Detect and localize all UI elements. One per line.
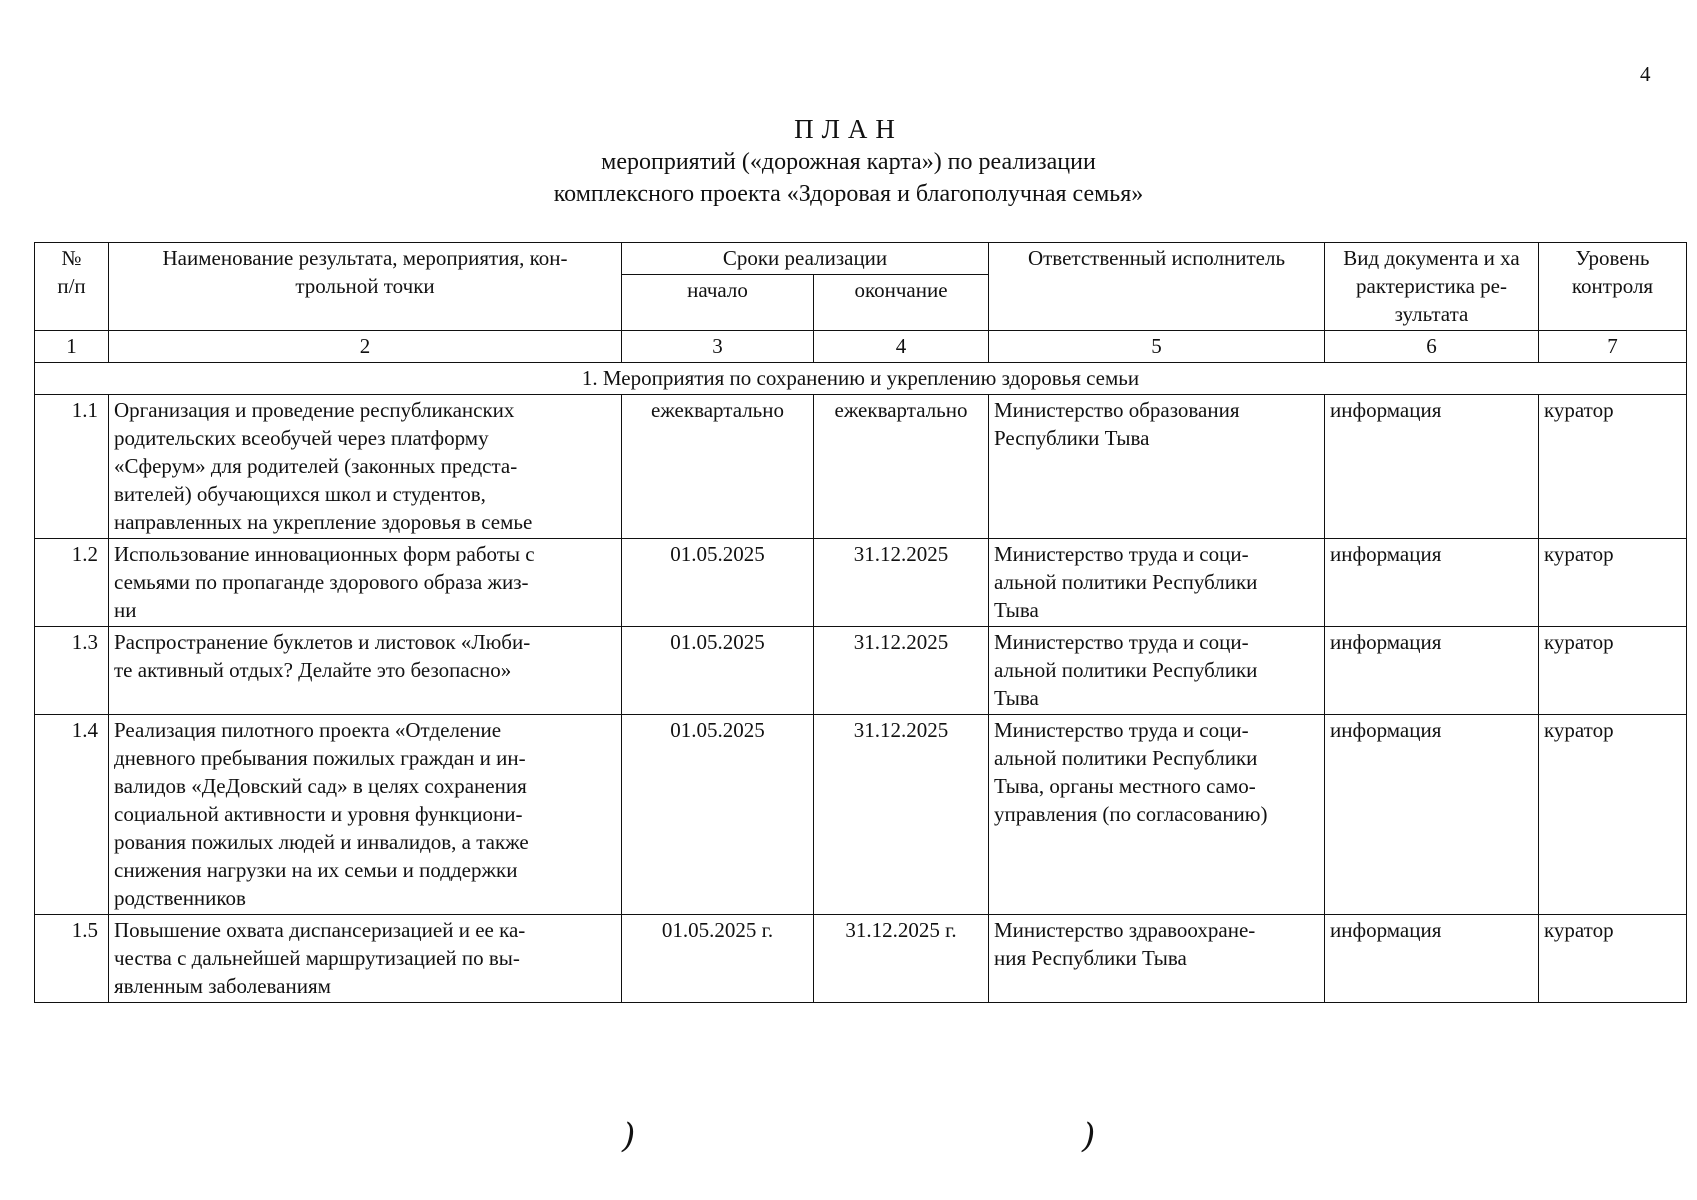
table-row [35,915,1687,1003]
row-number: 1.1 [35,395,109,539]
column-number-row [35,331,1687,363]
row-responsible: Министерство труда и соци- альной политики Республики Тыва [989,627,1325,715]
table-row [35,395,1687,539]
row-name: Организация и проведение республиканских родительских всеобучей через платформу «Сферум» для родителей (законных предста- вителей) обучающихся школ и студентов, направленных на укрепление здоровья в семье [109,395,622,539]
row-control: куратор [1539,395,1687,539]
column-number: 4 [814,331,989,363]
row-doc-type: информация [1325,715,1539,915]
scan-mark-left: ) [622,1116,636,1156]
scan-mark-right: ) [1082,1116,1096,1156]
row-control: куратор [1539,915,1687,1003]
document-title [0,112,1697,210]
column-number: 2 [109,331,622,363]
row-control: куратор [1539,715,1687,915]
header-name: Наименование результата, мероприятия, кон- трольной точки [109,243,622,331]
row-end: ежеквартально [814,395,989,539]
header-start: начало [622,275,814,331]
header-responsible: Ответственный исполнитель [989,243,1325,331]
plan-subtitle-line-2: комплексного проекта «Здоровая и благополучная семья» [553,181,1144,207]
row-end: 31.12.2025 [814,715,989,915]
row-name: Повышение охвата диспансеризацией и ее ка- чества с дальнейшей маршрутизацией по вы- явленным заболеваниям [109,915,622,1003]
header-no: № п/п [35,243,109,331]
row-end: 31.12.2025 г. [814,915,989,1003]
table-row [35,627,1687,715]
header-end: окончание [814,275,989,331]
column-number: 6 [1325,331,1539,363]
column-number: 3 [622,331,814,363]
row-number: 1.5 [35,915,109,1003]
row-responsible: Министерство труда и соци- альной политики Республики Тыва [989,539,1325,627]
page-number: 4 [1640,62,1651,86]
row-responsible: Министерство труда и соци- альной политики Республики Тыва, органы местного само- управления (по согласованию) [989,715,1325,915]
row-number: 1.4 [35,715,109,915]
row-doc-type: информация [1325,539,1539,627]
column-number: 1 [35,331,109,363]
row-name: Распространение буклетов и листовок «Люби- те активный отдых? Делайте это безопасно» [109,627,622,715]
row-end: 31.12.2025 [814,627,989,715]
row-start: 01.05.2025 [622,627,814,715]
row-number: 1.2 [35,539,109,627]
row-start: 01.05.2025 [622,715,814,915]
section-title: 1. Мероприятия по сохранению и укреплению здоровья семьи [35,363,1687,395]
row-number: 1.3 [35,627,109,715]
row-start: 01.05.2025 [622,539,814,627]
row-name: Реализация пилотного проекта «Отделение дневного пребывания пожилых граждан и ин- валидов «ДеДовский сад» в целях сохранения социальной активности и уровня функциони- рования пожилых людей и инвалидов, а также снижения нагрузки на их семьи и поддержки родственников [109,715,622,915]
column-number: 7 [1539,331,1687,363]
row-responsible: Министерство образования Республики Тыва [989,395,1325,539]
plan-subtitle-line-1: мероприятий («дорожная карта») по реализации [601,149,1096,175]
section-row [35,363,1687,395]
table-row [35,539,1687,627]
row-responsible: Министерство здравоохране- ния Республики Тыва [989,915,1325,1003]
row-control: куратор [1539,539,1687,627]
plan-table [34,242,1687,1003]
row-doc-type: информация [1325,627,1539,715]
header-terms: Сроки реализации [622,243,989,275]
row-end: 31.12.2025 [814,539,989,627]
row-doc-type: информация [1325,395,1539,539]
header-doc-type: Вид документа и ха рактеристика ре- зультата [1325,243,1539,331]
table-row [35,715,1687,915]
column-number: 5 [989,331,1325,363]
row-control: куратор [1539,627,1687,715]
row-start: 01.05.2025 г. [622,915,814,1003]
header-control: Уровень контроля [1539,243,1687,331]
row-doc-type: информация [1325,915,1539,1003]
row-name: Использование инновационных форм работы с семьями по пропаганде здорового образа жиз- ни [109,539,622,627]
plan-heading: ПЛАН [794,114,903,144]
row-start: ежеквартально [622,395,814,539]
